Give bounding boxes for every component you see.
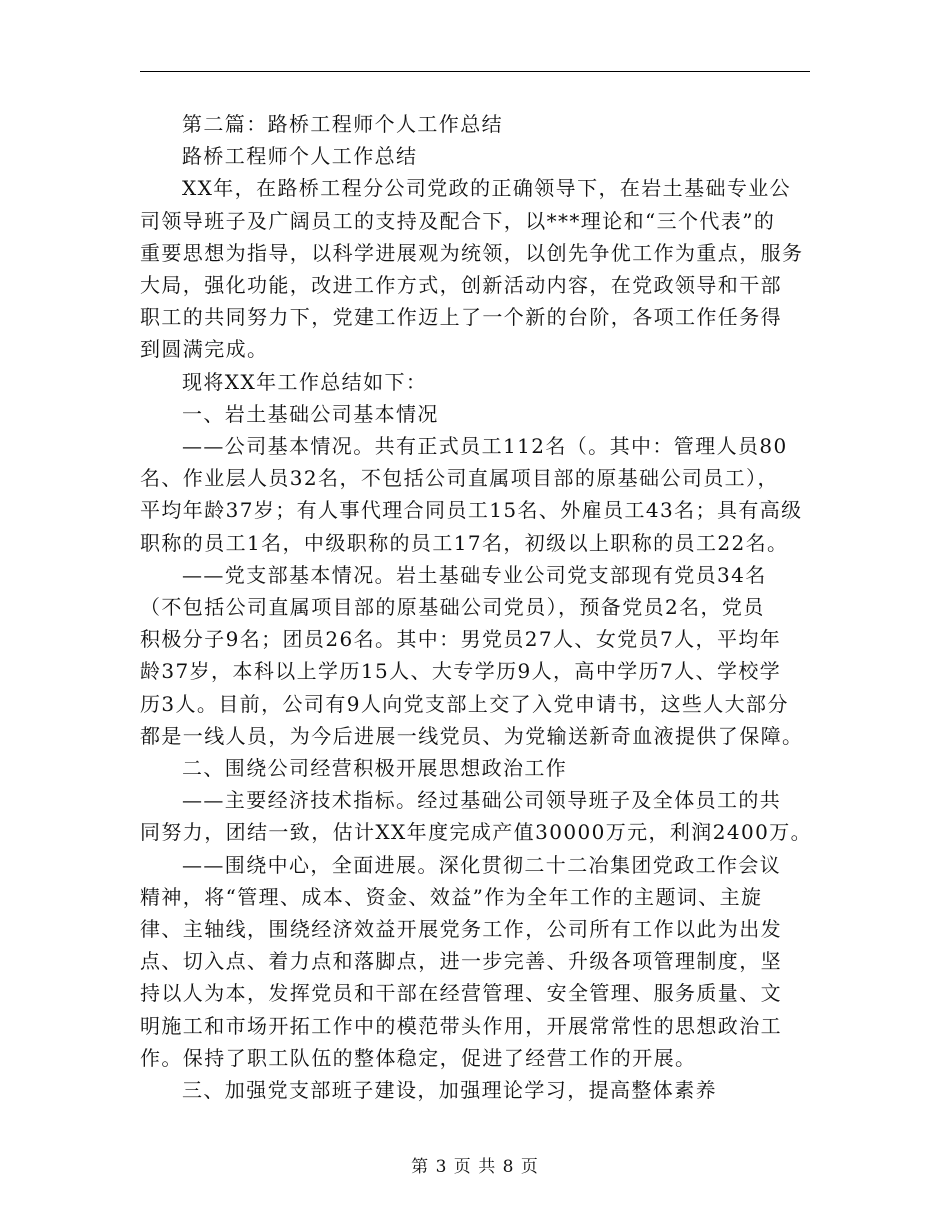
document-line: 第二篇：路桥工程师个人工作总结 — [182, 112, 503, 136]
document-line: ——公司基本情况。共有正式员工112名（。其中：管理人员80 — [182, 434, 788, 459]
document-line: 到圆满完成。 — [140, 337, 269, 362]
document-line: 职称的员工1名，中级职称的员工17名，初级以上职称的员工22名。 — [140, 530, 789, 555]
document-line: 积极分子9名；团员26名。其中：男党员27人、女党员7人，平均年 — [140, 627, 782, 652]
document-line: （不包括公司直属项目部的原基础公司党员），预备党员2名，党员 — [140, 595, 765, 620]
document-line: 龄37岁，本科以上学历15人、大专学历9人，高中学历7人、学校学 — [140, 659, 782, 684]
document-line: 点、切入点、着力点和落脚点，进一步完善、升级各项管理制度，坚 — [140, 949, 782, 974]
document-line: 历3人。目前，公司有9人向党支部上交了入党申请书，这些人大部分 — [140, 691, 789, 716]
document-line: ——主要经济技术指标。经过基础公司领导班子及全体员工的共 — [182, 788, 782, 813]
document-line: 平均年龄37岁；有人事代理合同员工15名、外雇员工43名；具有高级 — [140, 498, 803, 523]
document-line: 都是一线人员，为今后进展一线党员、为党输送新奇血液提供了保障。 — [140, 723, 804, 748]
document-line: 作。保持了职工队伍的整体稳定，促进了经营工作的开展。 — [140, 1045, 697, 1070]
document-body — [140, 108, 812, 1106]
document-line: XX年，在路桥工程分公司党政的正确领导下，在岩土基础专业公 — [182, 176, 792, 201]
document-line: 律、主轴线，围绕经济效益开展党务工作，公司所有工作以此为出发 — [140, 917, 782, 942]
document-line: 同努力，团结一致，估计XX年度完成产值30000万元，利润2400万。 — [140, 820, 812, 845]
document-line: 名、作业层人员32名，不包括公司直属项目部的原基础公司员工）， — [140, 466, 779, 491]
section-heading: 二、围绕公司经营积极开展思想政治工作 — [182, 756, 568, 781]
document-line: 重要思想为指导，以科学进展观为统领，以创先争优工作为重点，服务 — [140, 240, 804, 265]
document-line: 明施工和市场开拓工作中的模范带头作用，开展常常性的思想政治工 — [140, 1013, 782, 1038]
document-line: 精神，将“管理、成本、资金、效益”作为全年工作的主题词、主旋 — [140, 884, 763, 909]
header-rule — [140, 71, 810, 72]
document-line: 职工的共同努力下，党建工作迈上了一个新的台阶，各项工作任务得 — [140, 305, 782, 330]
page-number-footer: 第 3 页 共 8 页 — [411, 1157, 539, 1177]
document-line: 大局，强化功能，改进工作方式，创新活动内容，在党政领导和干部 — [140, 273, 782, 298]
document-line: 持以人为本，发挥党员和干部在经营管理、安全管理、服务质量、文 — [140, 981, 782, 1006]
section-heading: 一、岩土基础公司基本情况 — [182, 401, 439, 426]
document-line: 现将XX年工作总结如下： — [182, 369, 428, 394]
document-line: 路桥工程师个人工作总结 — [182, 144, 418, 169]
document-line: ——围绕中心，全面进展。深化贯彻二十二冶集团党政工作会议 — [182, 852, 782, 877]
document-line: 司领导班子及广阔员工的支持及配合下，以***理论和“三个代表”的 — [140, 208, 776, 233]
section-heading: 三、加强党支部班子建设，加强理论学习，提高整体素养 — [182, 1078, 717, 1103]
document-line: ——党支部基本情况。岩土基础专业公司党支部现有党员34名 — [182, 562, 767, 587]
